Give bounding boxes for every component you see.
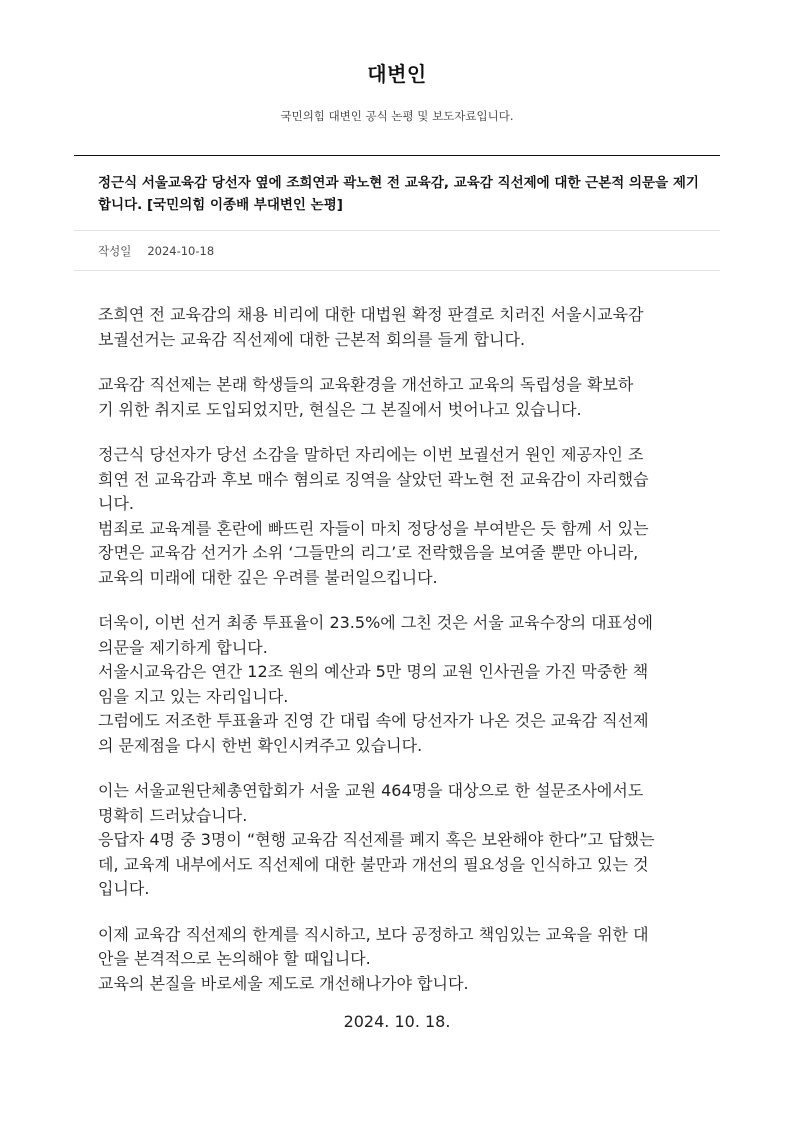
divider — [74, 270, 720, 271]
paragraph — [98, 443, 708, 590]
text-line: 명확히 드러났습니다. — [98, 805, 248, 825]
paragraph — [98, 779, 708, 902]
article-title-line: 합니다. [국민의힘 이종배 부대변인 논평] — [98, 197, 343, 213]
text-line: 조희연 전 교육감의 채용 비리에 대한 대법원 확정 판결로 치러진 서울시교육감 — [98, 305, 644, 324]
article-title-line: 정근식 서울교육감 당선자 옆에 조희연과 곽노현 전 교육감, 교육감 직선제에 대한 근본적 의문을 제기 — [98, 175, 699, 191]
text-line: 장면은 교육감 선거가 소위 ‘그들만의 리그’로 전락했음을 보여줄 뿐만 아니라, — [98, 543, 639, 562]
paragraph — [98, 611, 708, 758]
text-line: 안을 본격적으로 논의해야 할 때입니다. — [98, 949, 371, 968]
article-meta — [74, 231, 720, 270]
text-line: 응답자 4명 중 3명이 “현행 교육감 직선제를 폐지 혹은 보완해야 한다”고 답했는 — [98, 830, 655, 849]
paragraph — [98, 303, 708, 352]
text-line: 더욱이, 이번 선거 최종 투표율이 23.5%에 그친 것은 서울 교육수장의 대표성에 — [98, 613, 653, 632]
text-line: 교육감 직선제는 본래 학생들의 교육환경을 개선하고 교육의 독립성을 확보하 — [98, 375, 634, 394]
text-line: 데, 교육계 내부에서도 직선제에 대한 불만과 개선의 필요성을 인식하고 있는 것 — [98, 854, 649, 874]
text-line: 이제 교육감 직선제의 한계를 직시하고, 보다 공정하고 책임있는 교육을 위한 대 — [98, 924, 649, 944]
article-body — [98, 303, 708, 1017]
text-line: 보궐선거는 교육감 직선제에 대한 근본적 회의를 들게 합니다. — [98, 329, 526, 349]
text-line: 범죄로 교육계를 혼란에 빠뜨린 자들이 마치 정당성을 부여받은 듯 함께 서 있는 — [98, 518, 649, 538]
date-value: 2024-10-18 — [147, 243, 215, 258]
text-line: 정근식 당선자가 당선 소감을 말하던 자리에는 이번 보궐선거 원인 제공자인 조 — [98, 445, 644, 464]
text-line: 임을 지고 있는 자리입니다. — [98, 686, 289, 706]
text-line: 의문을 제기하게 합니다. — [98, 637, 268, 657]
paragraph — [98, 373, 708, 422]
site-title: 대변인 — [367, 62, 427, 86]
signoff-date: 2024. 10. 18. — [343, 1012, 451, 1031]
article-header — [74, 155, 720, 271]
text-line: 그럼에도 저조한 투표율과 진영 간 대립 속에 당선자가 나온 것은 교육감 직선제 — [98, 711, 649, 730]
paragraph — [98, 923, 708, 997]
text-line: 입니다. — [98, 879, 150, 898]
text-line: 기 위한 취지로 도입되었지만, 현실은 그 본질에서 벗어나고 있습니다. — [98, 399, 582, 419]
site-subtitle: 국민의힘 대변인 공식 논평 및 보도자료입니다. — [280, 109, 514, 123]
text-line: 의 문제점을 다시 한번 확인시켜주고 있습니다. — [98, 735, 423, 755]
article-title — [74, 156, 720, 230]
page-header — [0, 58, 794, 124]
date-label: 작성일 — [98, 243, 132, 258]
text-line: 서울시교육감은 연간 12조 원의 예산과 5만 명의 교원 인사권을 가진 막중한 책 — [98, 662, 649, 681]
text-line: 이는 서울교원단체총연합회가 서울 교원 464명을 대상으로 한 설문조사에서도 — [98, 781, 644, 800]
text-line: 희연 전 교육감과 후보 매수 혐의로 징역을 살았던 곽노현 전 교육감이 자리했습 — [98, 469, 649, 489]
text-line: 교육의 본질을 바로세울 제도로 개선해나가야 합니다. — [98, 973, 469, 993]
text-line: 니다. — [98, 494, 134, 513]
text-line: 교육의 미래에 대한 깊은 우려를 불러일으킵니다. — [98, 567, 438, 587]
